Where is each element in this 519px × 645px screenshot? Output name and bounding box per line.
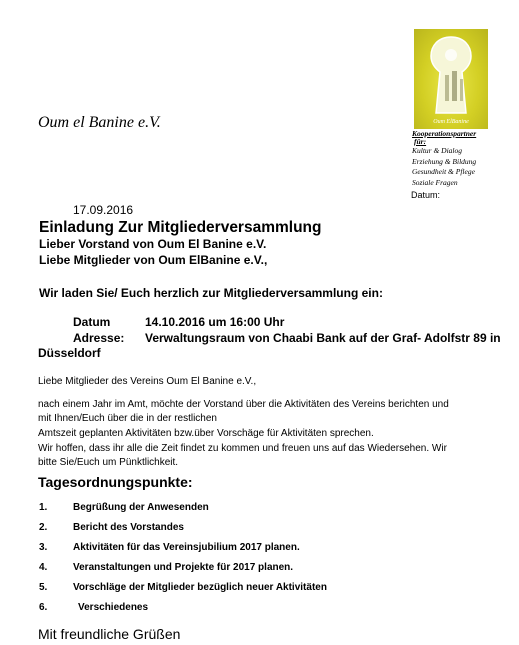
cooperation-partner-block bbox=[412, 130, 476, 188]
partner-line: Gesundheit & Pflege bbox=[412, 167, 475, 176]
partner-subtitle: für: bbox=[414, 137, 427, 146]
partner-title: Kooperationspartner bbox=[412, 129, 477, 138]
salutation-members: Liebe Mitglieder von Oum ElBanine e.V., bbox=[39, 253, 268, 267]
agenda-item-number: 1. bbox=[39, 502, 48, 513]
meeting-address-city: Düsseldorf bbox=[38, 346, 101, 360]
partner-line: Erziehung & Bildung bbox=[412, 156, 477, 166]
invitation-intro: Wir laden Sie/ Euch herzlich zur Mitgliederversammlung ein: bbox=[39, 286, 383, 300]
header-datum-label: Datum: bbox=[411, 190, 441, 200]
body-line: Amtszeit geplanten Aktivitäten bzw.über Vorschäge für Aktivitäten sprechen. bbox=[38, 428, 374, 439]
logo-text: Oum ElBanine bbox=[433, 119, 469, 125]
agenda-item-text: Aktivitäten für das Vereinsjubilium 2017 planen. bbox=[73, 542, 300, 553]
agenda-item-number: 2. bbox=[39, 522, 48, 533]
agenda-item-text: Verschiedenes bbox=[78, 602, 149, 613]
salutation-board: Lieber Vorstand von Oum El Banine e.V. bbox=[39, 237, 267, 251]
meeting-address-label: Adresse: bbox=[73, 331, 125, 345]
letter-date: 17.09.2016 bbox=[73, 203, 134, 217]
agenda-item-text: Begrüßung der Anwesenden bbox=[73, 502, 209, 513]
organization-name: Oum el Banine e.V. bbox=[38, 114, 161, 131]
meeting-date-value: 14.10.2016 um 16:00 Uhr bbox=[145, 315, 285, 329]
body-line: bitte Sie/Euch um Pünktlichkeit. bbox=[38, 457, 179, 468]
partner-line: Soziale Fragen bbox=[412, 177, 458, 187]
body-line: nach einem Jahr im Amt, möchte der Vorstand über die Aktivitäten des Vereins berichten und bbox=[38, 399, 449, 410]
agenda-item-text: Veranstaltungen und Projekte für 2017 planen. bbox=[73, 562, 294, 573]
agenda-item-text: Vorschläge der Mitglieder bezüglich neuer Aktivitäten bbox=[73, 582, 327, 593]
body-salutation: Liebe Mitglieder des Vereins Oum El Banine e.V., bbox=[38, 376, 257, 387]
organization-logo bbox=[414, 29, 488, 129]
body-line: Wir hoffen, dass ihr alle die Zeit findet zu kommen und freuen uns auf das Wiedersehen. Wir bbox=[38, 443, 447, 454]
agenda-item-text: Bericht des Vorstandes bbox=[73, 522, 184, 533]
letter-title: Einladung Zur Mitgliederversammlung bbox=[39, 219, 322, 236]
partner-line: Kultur & Dialog bbox=[412, 146, 463, 155]
agenda-item-number: 5. bbox=[39, 582, 48, 593]
body-line: mit Ihnen/Euch über die in der restlichen bbox=[38, 413, 217, 424]
agenda-heading: Tagesordnungspunkte: bbox=[38, 474, 193, 490]
agenda-item-number: 3. bbox=[39, 542, 48, 553]
agenda-item-number: 4. bbox=[39, 562, 48, 573]
meeting-address-value: Verwaltungsraum von Chaabi Bank auf der Graf- Adolfstr 89 in bbox=[145, 331, 501, 345]
meeting-date-label: Datum bbox=[73, 315, 111, 329]
agenda-item-number: 6. bbox=[39, 602, 48, 613]
letter-closing: Mit freundliche Grüßen bbox=[38, 626, 181, 642]
keyhole-logo-graphic bbox=[414, 29, 488, 129]
